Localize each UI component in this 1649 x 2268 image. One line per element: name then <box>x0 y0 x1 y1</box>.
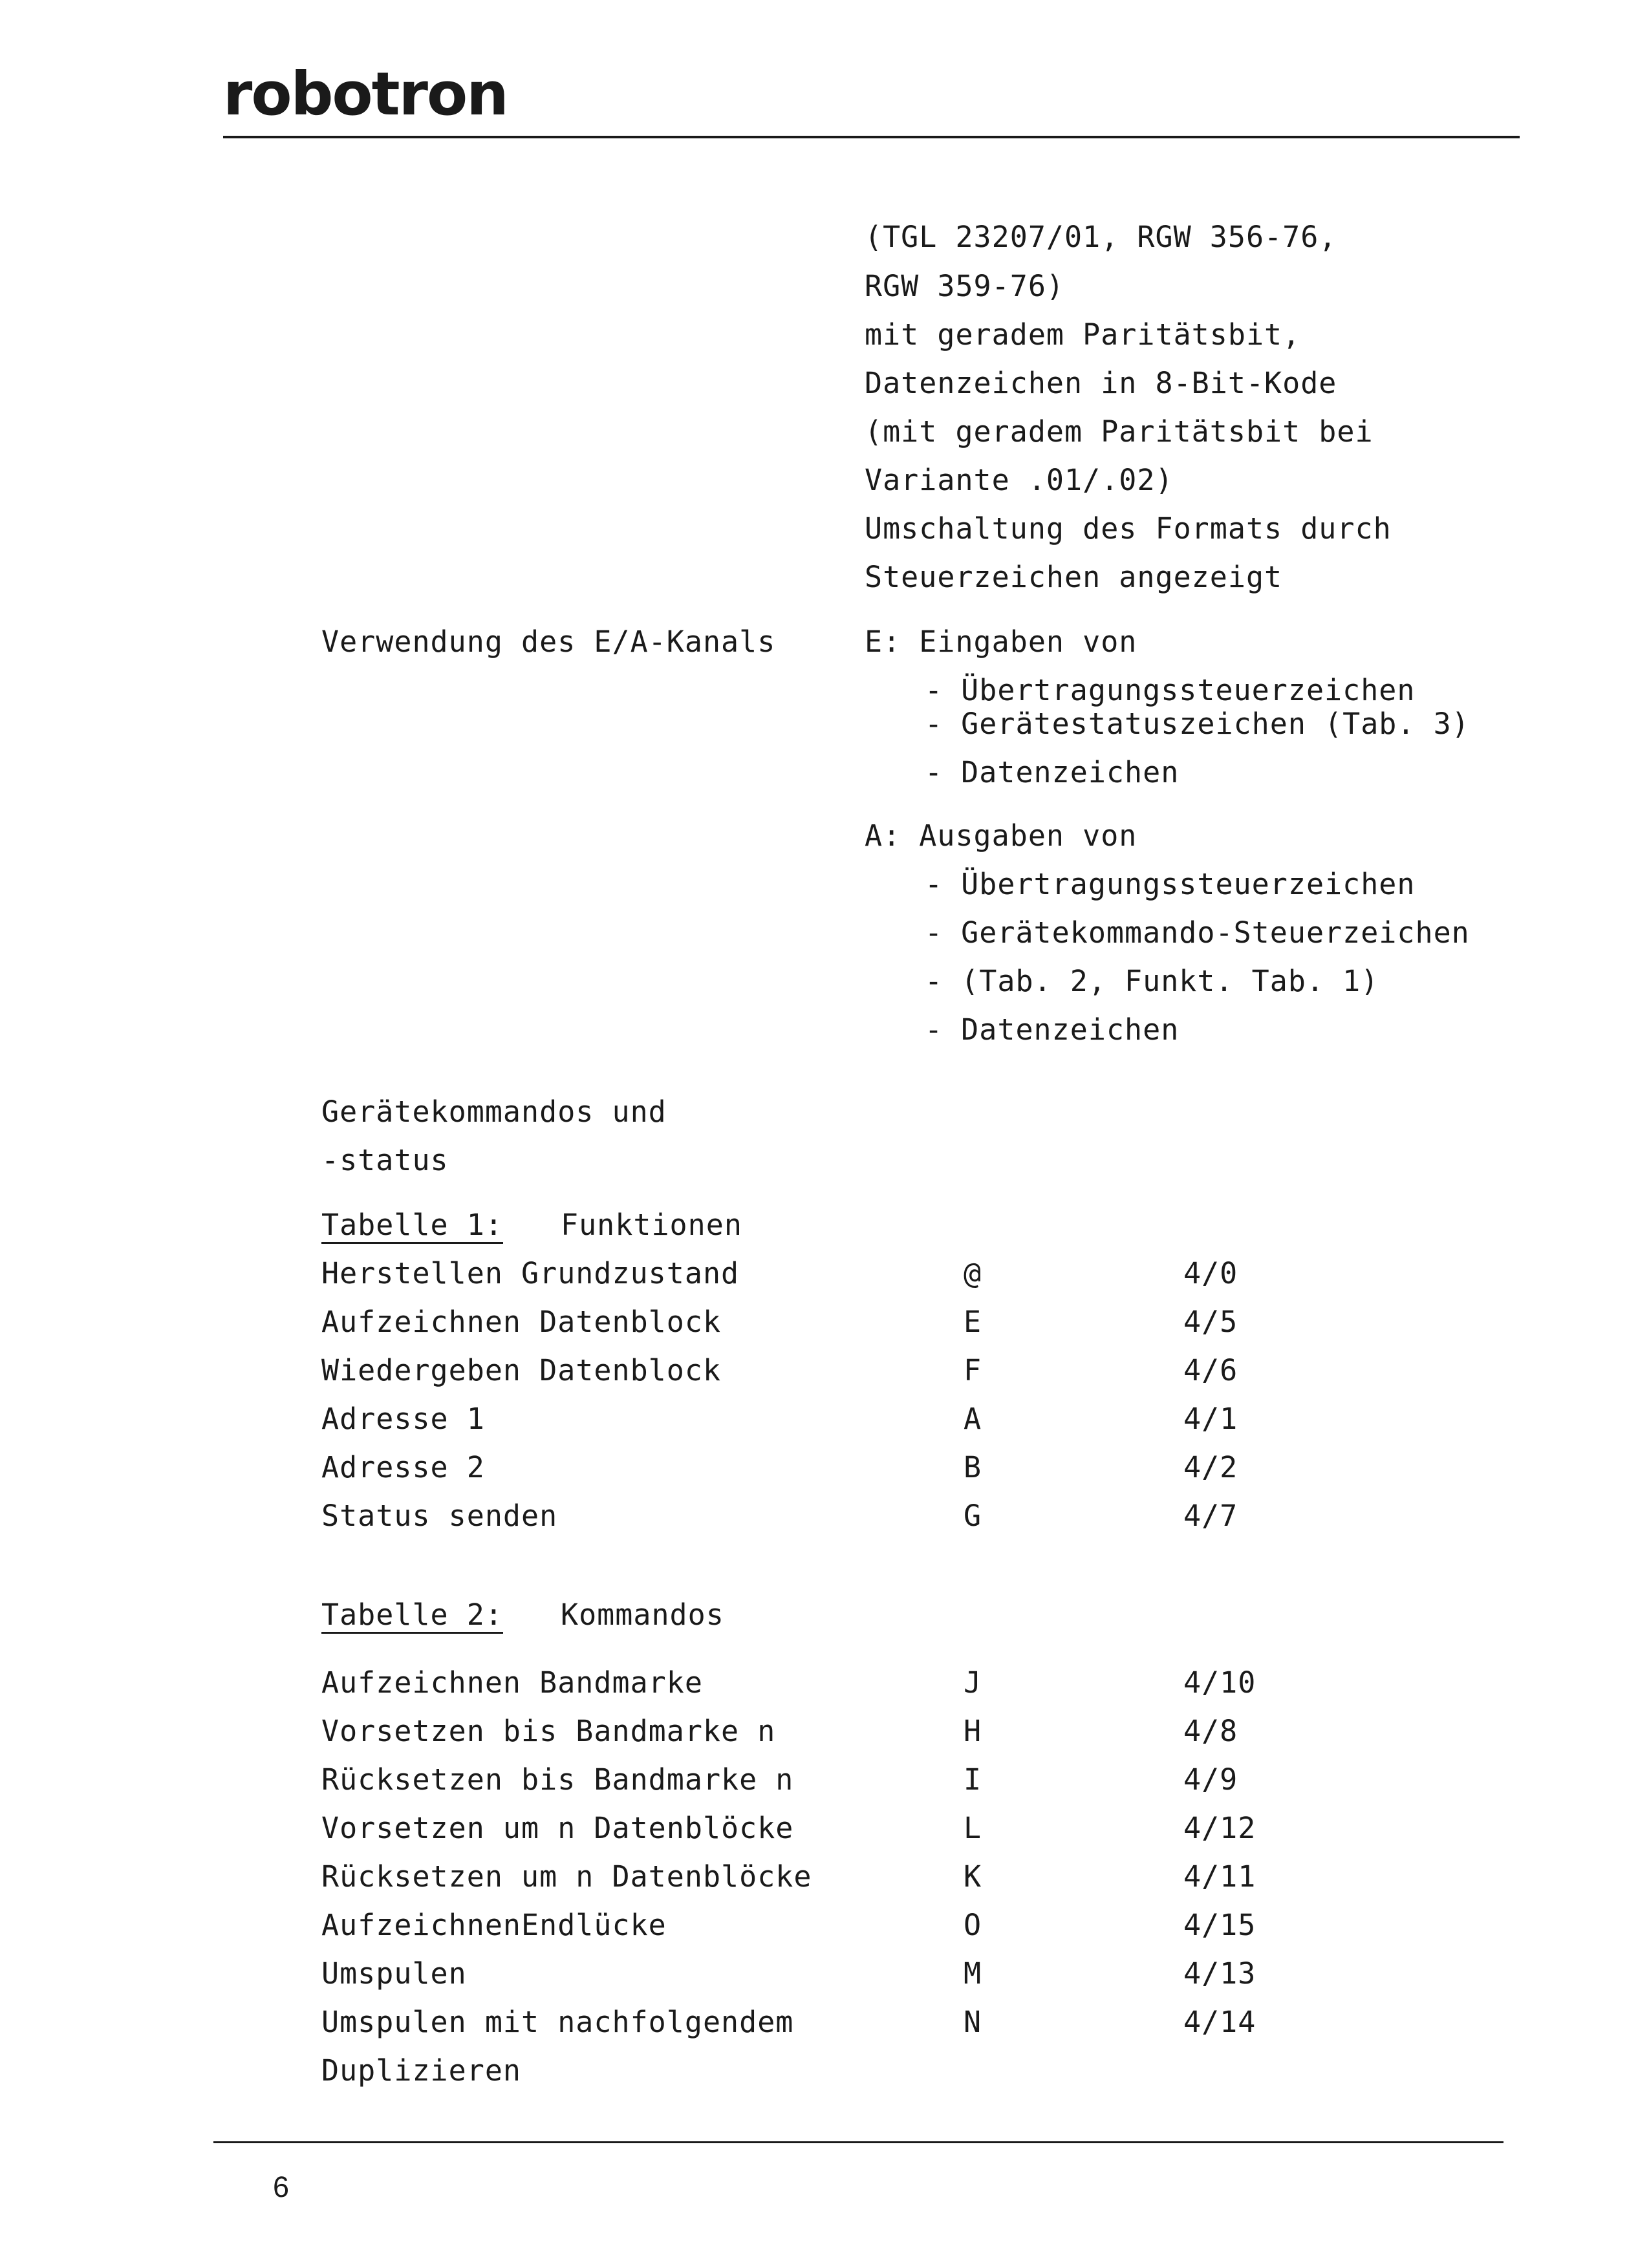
channel-output-item: - Datenzeichen <box>925 1012 1180 1047</box>
table2-row-char: M <box>964 1956 982 1991</box>
table1-row-char: @ <box>964 1256 982 1290</box>
table2-row-char: K <box>964 1859 982 1894</box>
table2-row-code: 4/13 <box>1183 1956 1256 1991</box>
table1-row-code: 4/0 <box>1183 1256 1238 1290</box>
table1-row-name: Herstellen Grundzustand <box>321 1256 740 1290</box>
table2-row-name: AufzeichnenEndlücke <box>321 1908 667 1942</box>
table1-label: Tabelle 1: <box>321 1210 503 1244</box>
format-line: mit geradem Paritätsbit, <box>865 317 1301 352</box>
channel-output-item: - (Tab. 2, Funkt. Tab. 1) <box>925 964 1379 998</box>
table2-label: Tabelle 2: <box>321 1600 503 1634</box>
table2-row-char: O <box>964 1908 982 1942</box>
table2-continuation: Duplizieren <box>321 2053 522 2088</box>
channel-input-item: - Übertragungssteuerzeichen <box>925 673 1416 707</box>
table1-row-name: Adresse 1 <box>321 1402 485 1436</box>
section-heading: Gerätekommandos und <box>321 1095 667 1129</box>
table1-row-code: 4/1 <box>1183 1402 1238 1436</box>
table2-row-name: Vorsetzen um n Datenblöcke <box>321 1811 794 1845</box>
channel-output-item: - Gerätekommando-Steuerzeichen <box>925 915 1470 950</box>
footer-rule <box>213 2141 1503 2143</box>
table1-row-code: 4/6 <box>1183 1353 1238 1387</box>
table1-row-code: 4/7 <box>1183 1499 1238 1533</box>
table2-row-char: N <box>964 2005 982 2039</box>
table1-title: Funktionen <box>561 1208 742 1242</box>
table2-row-name: Rücksetzen bis Bandmarke n <box>321 1762 794 1797</box>
robotron-logo: robotron <box>223 59 508 129</box>
table2-row-name: Vorsetzen bis Bandmarke n <box>321 1714 776 1748</box>
channel-output-item: - Übertragungssteuerzeichen <box>925 867 1416 901</box>
channel-input-heading: E: Eingaben von <box>865 625 1137 659</box>
format-line: Datenzeichen in 8-Bit-Kode <box>865 366 1337 400</box>
table2-row-name: Umspulen mit nachfolgendem <box>321 2005 794 2039</box>
table2-row-code: 4/9 <box>1183 1762 1238 1797</box>
table2-row-code: 4/12 <box>1183 1811 1256 1845</box>
table2-row-name: Rücksetzen um n Datenblöcke <box>321 1859 812 1894</box>
table2-row-char: I <box>964 1762 982 1797</box>
table1-row-char: A <box>964 1402 982 1436</box>
format-line: Steuerzeichen angezeigt <box>865 560 1283 594</box>
format-line: Umschaltung des Formats durch <box>865 511 1392 546</box>
table1-row-char: G <box>964 1499 982 1533</box>
table2-row-char: J <box>964 1665 982 1700</box>
format-line: (mit geradem Paritätsbit bei <box>865 414 1374 449</box>
channel-label: Verwendung des E/A-Kanals <box>321 625 776 659</box>
table2-title: Kommandos <box>561 1598 724 1632</box>
section-heading: -status <box>321 1143 449 1177</box>
format-line: RGW 359-76) <box>865 269 1065 303</box>
table1-row-char: E <box>964 1305 982 1339</box>
table2-row-char: L <box>964 1811 982 1845</box>
header-rule <box>223 136 1520 138</box>
table1-row-name: Wiedergeben Datenblock <box>321 1353 722 1387</box>
table2-row-code: 4/10 <box>1183 1665 1256 1700</box>
format-line: Variante .01/.02) <box>865 463 1174 497</box>
table2-row-name: Aufzeichnen Bandmarke <box>321 1665 703 1700</box>
table2-row-code: 4/11 <box>1183 1859 1256 1894</box>
table1-row-code: 4/5 <box>1183 1305 1238 1339</box>
page-number: 6 <box>273 2170 290 2203</box>
table1-row-name: Aufzeichnen Datenblock <box>321 1305 722 1339</box>
channel-input-item: - Gerätestatuszeichen (Tab. 3) <box>925 707 1470 741</box>
table2-row-code: 4/15 <box>1183 1908 1256 1942</box>
channel-input-item: - Datenzeichen <box>925 755 1180 789</box>
table2-row-code: 4/8 <box>1183 1714 1238 1748</box>
table1-row-char: F <box>964 1353 982 1387</box>
channel-output-heading: A: Ausgaben von <box>865 818 1137 853</box>
table2-row-char: H <box>964 1714 982 1748</box>
table2-row-code: 4/14 <box>1183 2005 1256 2039</box>
table1-row-name: Status senden <box>321 1499 558 1533</box>
table1-row-char: B <box>964 1450 982 1484</box>
table1-row-code: 4/2 <box>1183 1450 1238 1484</box>
format-line: (TGL 23207/01, RGW 356-76, <box>865 220 1337 254</box>
table1-row-name: Adresse 2 <box>321 1450 485 1484</box>
table2-row-name: Umspulen <box>321 1956 467 1991</box>
